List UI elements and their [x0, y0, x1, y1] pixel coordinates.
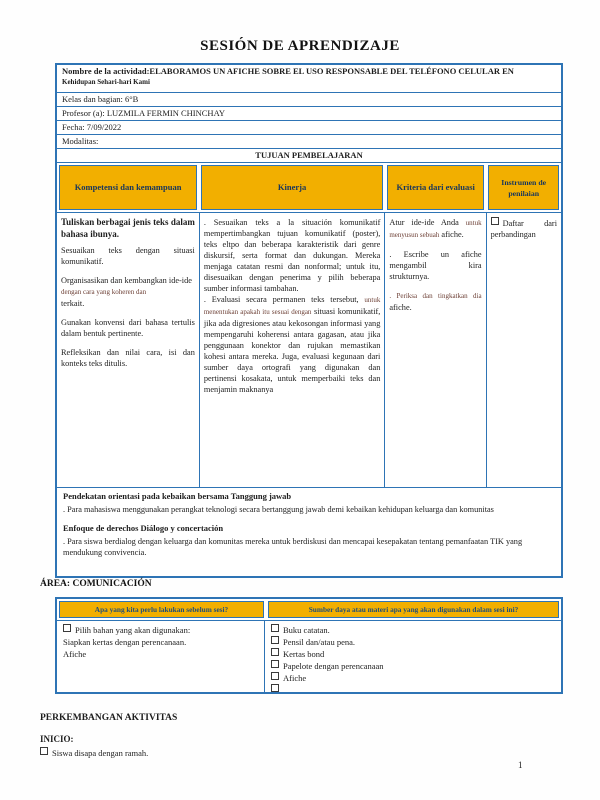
- header-kriteria: Kriteria dari evaluasi: [387, 165, 484, 210]
- competencies-heading: Tuliskan berbagai jenis teks dalam bahasa ibunya.: [61, 217, 195, 239]
- approaches-row: [57, 487, 561, 576]
- objectives-header-row: [57, 163, 561, 213]
- instrument-item: Daftar dari perbandingan: [490, 219, 558, 239]
- activity-name-line2: Kehidupan Sehari-hari Kami: [62, 78, 150, 86]
- competency-item: Sesuaikan teks dengan situasi komunikatif.: [61, 246, 195, 266]
- page-title: SESIÓN DE APRENDIZAJE: [200, 38, 400, 54]
- preparation-item: Pilih bahan yang akan digunakan:: [63, 624, 258, 636]
- competency-item: Gunakan konvensi dari bahasa tertulis dalam bentuk pertinente.: [61, 318, 195, 338]
- resources-cell: [264, 621, 561, 692]
- resource-item: Papelote dengan perencanaan: [271, 660, 555, 672]
- criteria-item: . Escribe un afiche mengambil kira strukturnya.: [389, 250, 482, 281]
- activity-name-row: [57, 65, 561, 93]
- materials-header-right: Sumber daya atau materi apa yang akan digunakan dalam sesi ini?: [268, 601, 559, 618]
- teacher-row: Profesor (a): LUZMILA FERMIN CHINCHAY: [57, 107, 561, 121]
- checkbox-icon: [491, 217, 499, 225]
- inicio-item: Siswa disapa dengan ramah.: [40, 747, 148, 758]
- materials-table: [55, 597, 563, 694]
- approach-title: Enfoque de derechos Diálogo y concertación: [63, 523, 224, 533]
- objectives-content-row: [57, 213, 561, 487]
- performance-paragraph: . Sesuaikan teks a la situación komunikatif mempertimbangkan tujuan komunikatif (poster), teks eltpo dan beberapa karakteristik dari genre diskursif, serta format dan dukungan. Mereka menjaga catatan resmi dan nonformal; untuk itu, disesuaikan dengan penerima y pilih beberapa sumber informasi tambahan.: [203, 218, 381, 293]
- resource-item: Kertas bond: [271, 648, 555, 660]
- highlighted-phrase: . Periksa dan tingkatkan dia: [389, 292, 482, 300]
- objectives-title: TUJUAN PEMBELAJARAN: [57, 149, 561, 163]
- instrument-cell: [486, 213, 561, 487]
- checkbox-icon: [271, 648, 279, 656]
- class-section-row: Kelas dan bagian: 6°B: [57, 93, 561, 107]
- development-heading: PERKEMBANGAN AKTIVITAS: [40, 713, 178, 723]
- materials-header-left: Apa yang kita perlu lakukan sebelum sesi?: [59, 601, 264, 618]
- checkbox-icon: [40, 747, 48, 755]
- competency-item: Organisasikan dan kembangkan ide-ide dengan cara yang koheren dan terkait.: [61, 276, 192, 308]
- resource-item: Pensil dan/atau pena.: [271, 636, 555, 648]
- approach-text: . Para mahasiswa menggunakan perangkat teknologi secara bertanggung jawab demi kebaikan kehidupan keluarga dan komunitas: [63, 505, 494, 514]
- highlighted-phrase: untuk menentukan apakah itu sesuai dengan: [203, 296, 381, 316]
- highlighted-phrase: dengan cara yang koheren dan: [61, 288, 147, 296]
- checkbox-icon: [271, 684, 279, 692]
- competency-item: Refleksikan dan nilai cara, isi dan konteks teks ditulis.: [61, 348, 195, 368]
- checkbox-icon: [63, 624, 71, 632]
- header-instrumen: Instrumen de penilaian: [488, 165, 559, 210]
- criteria-cell: [384, 213, 485, 487]
- area-heading: ÁREA: COMUNICACIÓN: [40, 579, 152, 589]
- activity-name-line1: Nombre de la actividad:ELABORAMOS UN AFICHE SOBRE EL USO RESPONSABLE DEL TELÉFONO CELULAR EN: [62, 66, 514, 76]
- page-number: 1: [518, 760, 523, 770]
- checkbox-icon: [271, 660, 279, 668]
- date-row: Fecha: 7/09/2022: [57, 121, 561, 135]
- performance-paragraph: . Evaluasi secara permanen teks tersebut, untuk menentukan apakah itu sesuai dengan situasi komunikatif, jika ada digresiones atau kekosongan informasi yang mempengaruhi koherensi antara gagasan, atau jika penggunaan konektor dan rujukan memastikan kohesi antara mereka. Juga, evaluasi kegunaan dari sumber daya ortografi yang digunakan dan pertinensi kosakata, untuk memperbaiki teks dan menjamin maknanya: [203, 295, 381, 394]
- lesson-plan-table: [55, 63, 563, 578]
- checkbox-icon: [271, 624, 279, 632]
- criteria-item: Atur ide-ide Anda untuk menyusun sebuah afiche.: [389, 218, 482, 239]
- materials-body-row: [57, 621, 561, 692]
- checkbox-icon: [271, 636, 279, 644]
- resource-item: Buku catatan.: [271, 624, 555, 636]
- performance-cell: [199, 213, 385, 487]
- criteria-item: . Periksa dan tingkatkan dia afiche.: [389, 292, 482, 312]
- approach-title: Pendekatan orientasi pada kebaikan bersama Tanggung jawab: [63, 491, 292, 501]
- resource-item: [271, 684, 555, 696]
- competencies-cell: [57, 213, 199, 487]
- header-kinerja: Kinerja: [201, 165, 383, 210]
- resources-list: [271, 624, 555, 696]
- header-kompetensi: Kompetensi dan kemampuan: [59, 165, 197, 210]
- materials-header-row: [57, 599, 561, 621]
- highlighted-phrase: untuk menyusun sebuah: [389, 219, 482, 239]
- checkbox-icon: [271, 672, 279, 680]
- inicio-label: INICIO:: [40, 734, 74, 744]
- preparation-cell: [57, 621, 264, 692]
- approach-text: . Para siswa berdialog dengan keluarga dan komunitas mereka untuk berdiskusi dan mencapai kesepakatan tentang pemanfaatan TIK yang mendukung convivencia.: [63, 537, 523, 557]
- preparation-item: Siapkan kertas dengan perencanaan.: [63, 637, 187, 647]
- modality-row: Modalitas:: [57, 135, 561, 149]
- resource-item: Afiche: [271, 672, 555, 684]
- preparation-item: Afiche: [63, 649, 87, 659]
